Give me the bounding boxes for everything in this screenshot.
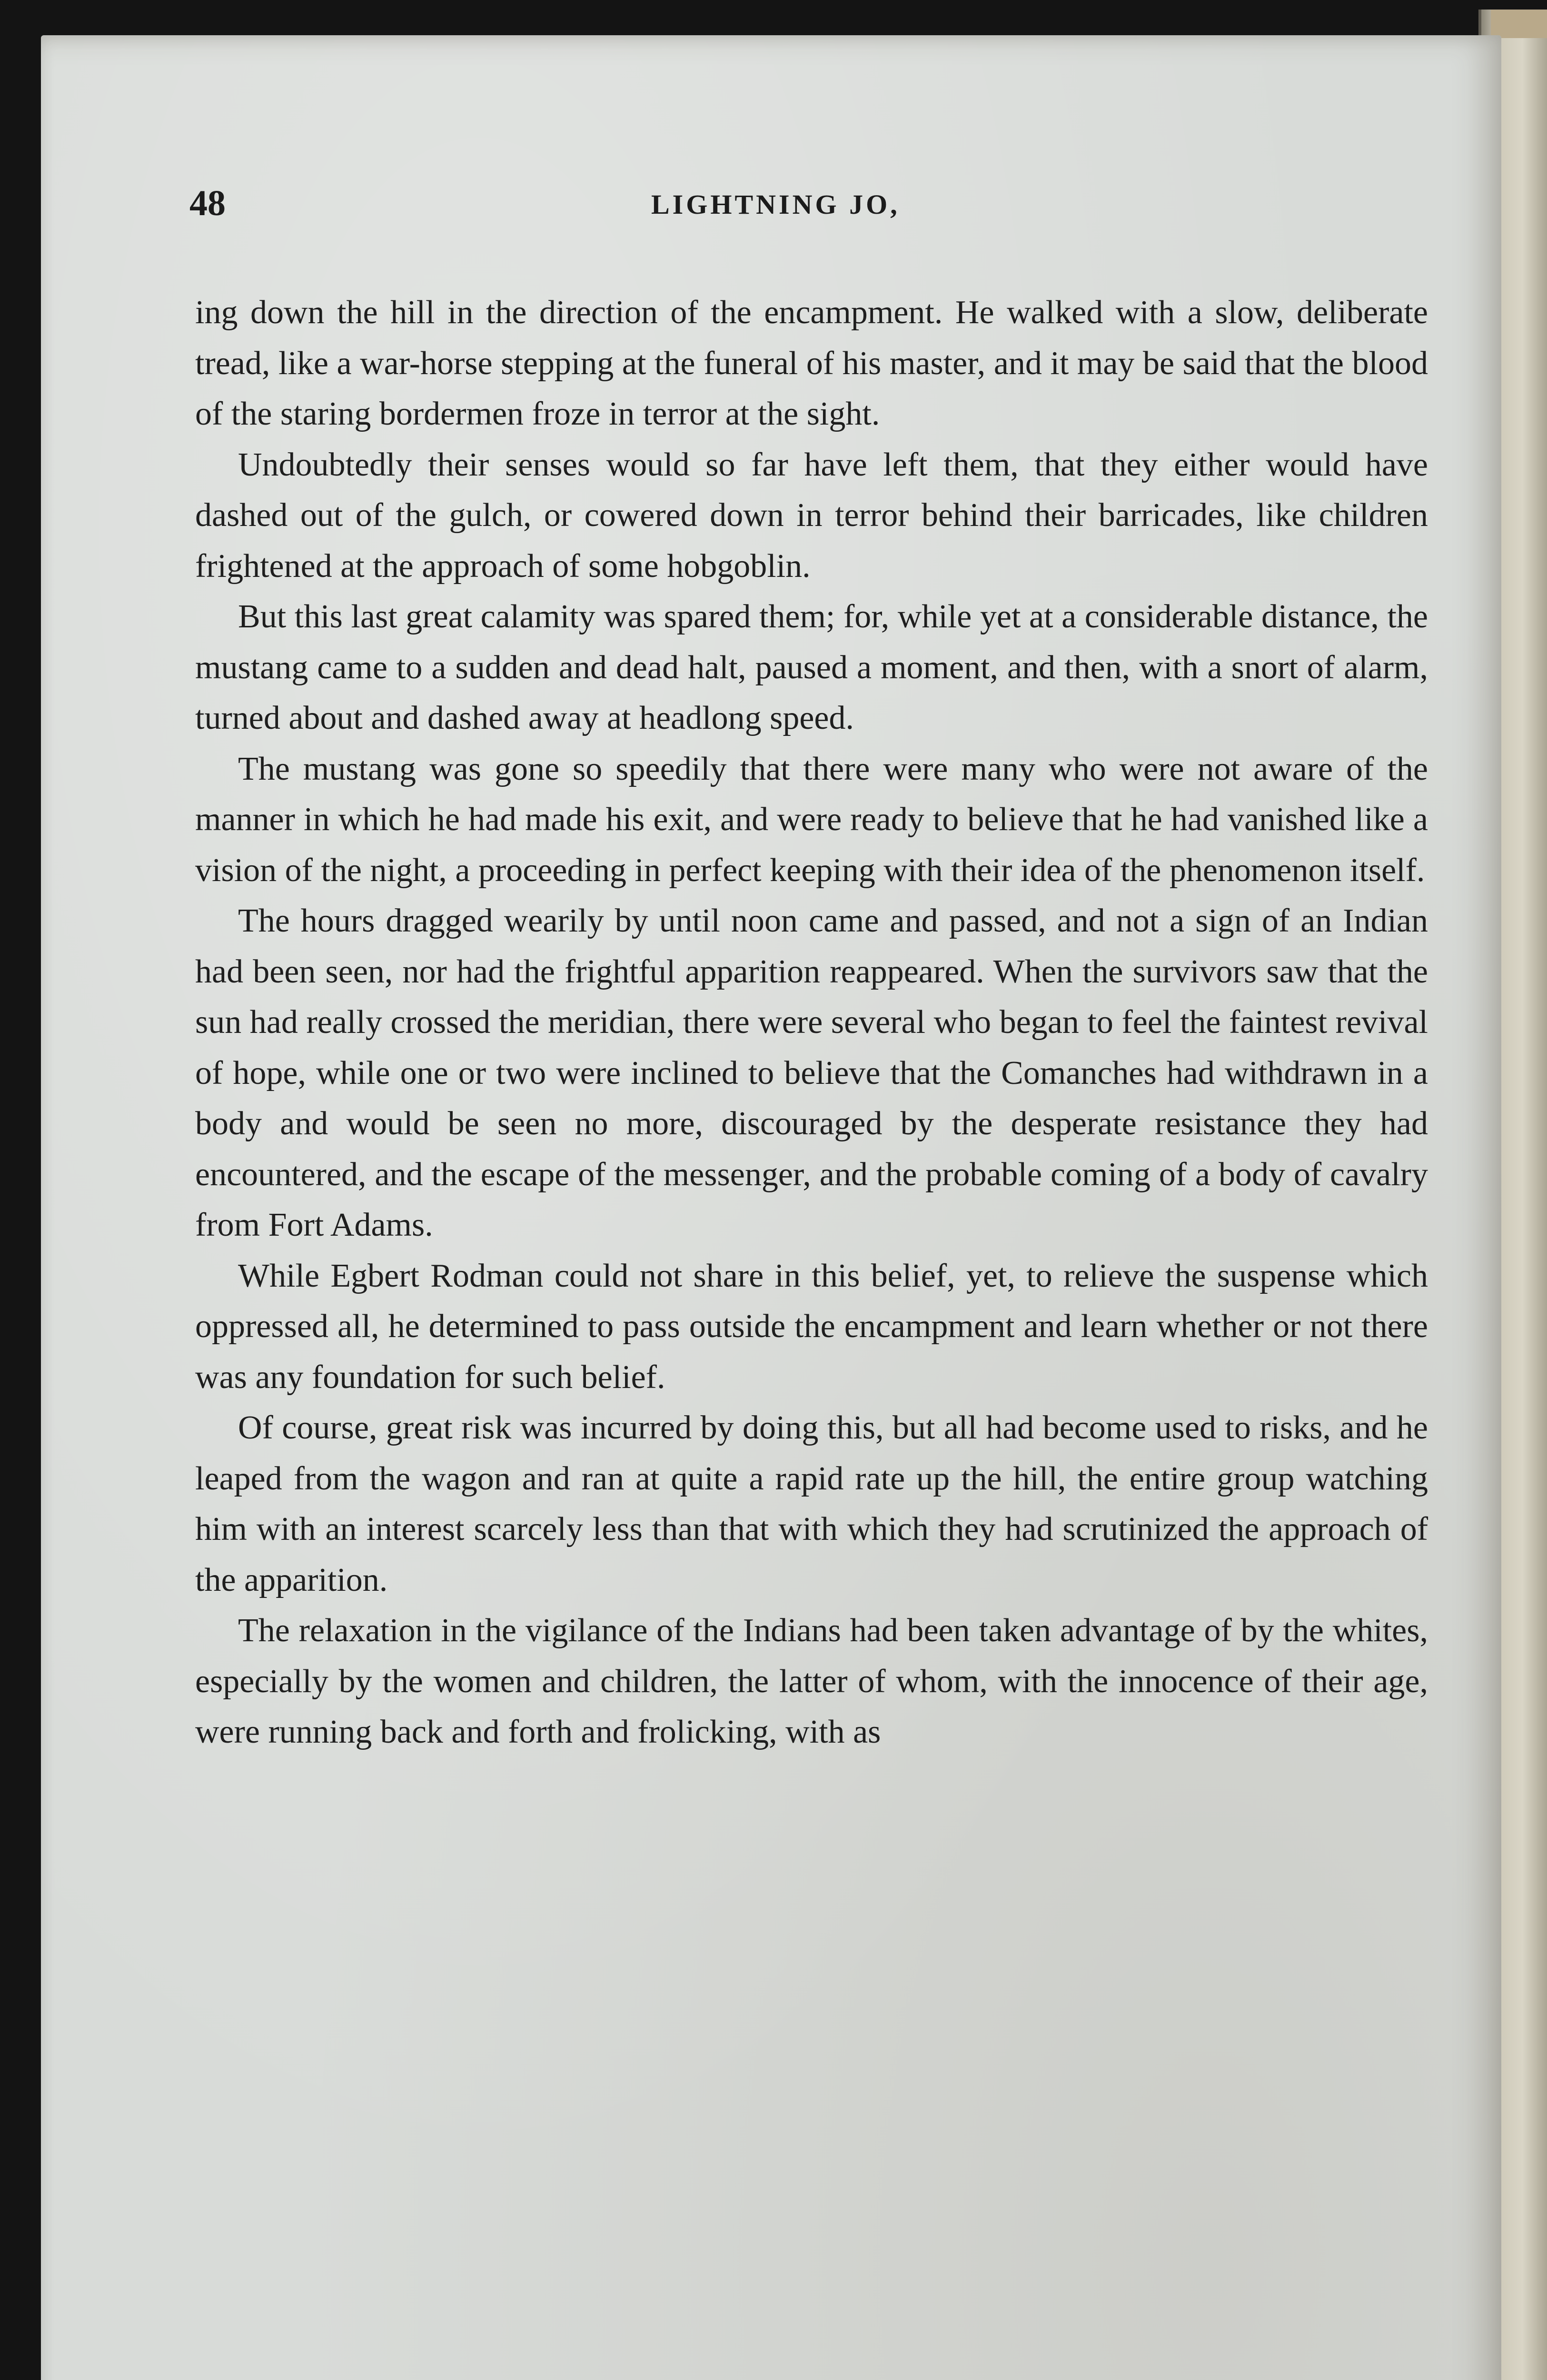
- paragraph: While Egbert Rodman could not share in this belief, yet, to relieve the suspense which oppressed all, he determined to pass outside the encampment and learn whether or not there was any foundation for such belief.: [195, 1257, 1428, 1396]
- paragraph: The hours dragged wearily by until noon came and passed, and not a sign of an Indian had been seen, nor had the frightful apparition reappeared. When the survivors saw that the sun had really crossed the meridian, there were several who began to feel the faintest revival of hope, while one or two were inclined to believe that the Comanches had withdrawn in a body and would be seen no more, discouraged by the desperate resistance they had encountered, and the escape of the messenger, and the probable coming of a body of cavalry from Fort Adams.: [195, 902, 1428, 1243]
- running-head: LIGHTNING JO,: [651, 189, 900, 220]
- paragraph: Undoubtedly their senses would so far have left them, that they either would have dashed out of the gulch, or cowered down in terror behind their barricades, like children frightened at the approach of some hobgoblin.: [195, 446, 1428, 585]
- paragraph: ing down the hill in the direction of the encampment. He walked with a slow, deliberate tread, like a war-horse stepping at the funeral of his master, and it may be said that the blood of the staring bordermen froze in terror at the sight.: [195, 294, 1428, 432]
- paragraph: But this last great calamity was spared them; for, while yet at a considerable distance, the mustang came to a sudden and dead halt, paused a moment, and then, with a snort of alarm, turned about and dashed away at headlong speed.: [195, 598, 1428, 736]
- paragraph: The mustang was gone so speedily that there were many who were not aware of the manner in which he had made his exit, and were ready to believe that he had vanished like a vision of the night, a proceeding in perfect keeping with their idea of the phenomenon itself.: [195, 750, 1428, 889]
- page-number: 48: [189, 183, 226, 223]
- paragraph: The relaxation in the vigilance of the Indians had been taken advantage of by the whites, especially by the women and children, the latter of whom, with the innocence of their age, were running back and forth and frolicking, with as: [195, 1612, 1428, 1750]
- paragraph: Of course, great risk was incurred by doing this, but all had become used to risks, and he leaped from the wagon and ran at quite a rapid rate up the hill, the entire group watching him with an interest scarcely less than that with which they had scrutinized the approach of the apparition.: [195, 1409, 1428, 1598]
- book-page: [41, 35, 1501, 2380]
- page-header: [41, 183, 1501, 240]
- page-stain: [1491, 10, 1547, 38]
- body-text: [195, 288, 1428, 1758]
